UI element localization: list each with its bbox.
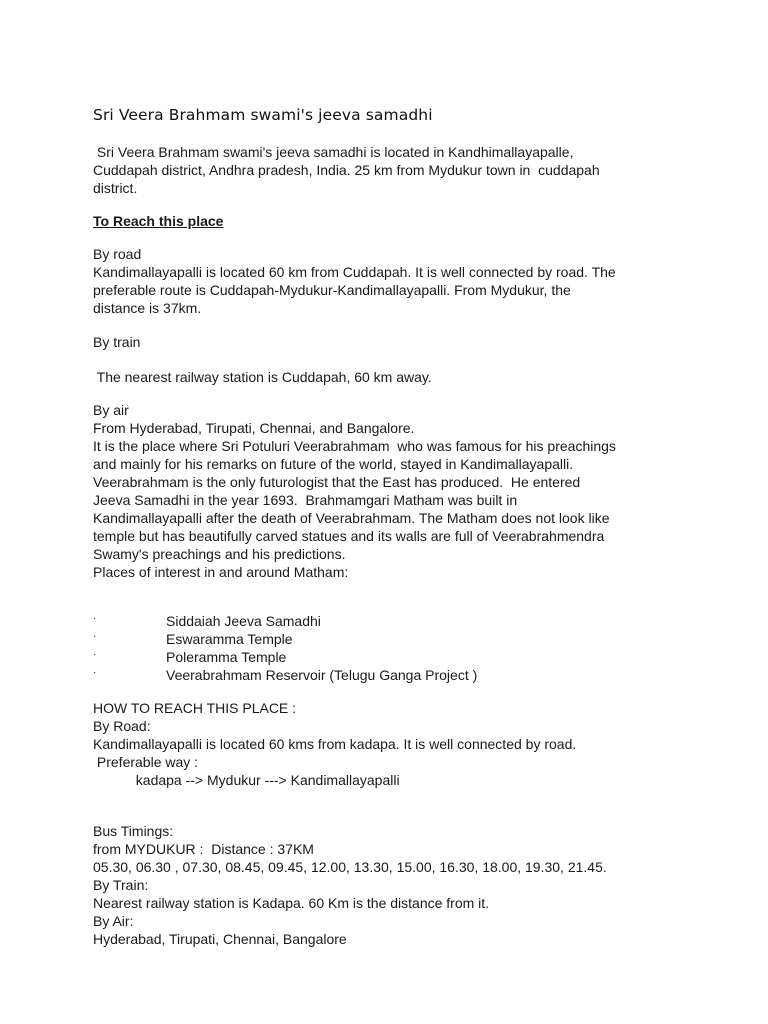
bus-line: from MYDUKUR : Distance : 37KM — [93, 841, 314, 857]
how-to-reach-line: Kandimallayapalli is located 60 kms from kadapa. It is well connected by road. — [93, 736, 577, 752]
intro-line: Sri Veera Brahmam swami's jeeva samadhi is located in Kandhimallayapalle, — [93, 144, 574, 160]
by-train-heading: By train — [93, 334, 141, 350]
intro-paragraph — [93, 143, 600, 197]
how-to-reach-line: By Road: — [93, 718, 151, 734]
how-to-reach-section — [93, 699, 576, 789]
place-name: Veerabrahmam Reservoir (Telugu Ganga Project ) — [166, 667, 478, 683]
by-air-line: temple but has beautifully carved statues and its walls are full of Veerabrahmendra — [93, 528, 605, 544]
bullet-icon: · — [93, 631, 97, 642]
by-road-heading: By road — [93, 246, 142, 262]
by-air-line: It is the place where Sri Potuluri Veerabrahmam who was famous for his preachings — [93, 438, 616, 454]
by-air-line: Places of interest in and around Matham: — [93, 564, 349, 580]
bullet-icon: · — [93, 649, 97, 660]
by-air-line: Swamy's preachings and his predictions. — [93, 546, 346, 562]
how-to-reach-line: kadapa --> Mydukur ---> Kandimallayapalli — [93, 772, 400, 788]
by-road-section — [93, 245, 616, 317]
reach-heading: To Reach this place — [93, 213, 224, 229]
by-road-line: Kandimallayapalli is located 60 km from Cuddapah. It is well connected by road. The — [93, 264, 616, 280]
by-air-heading: By air — [93, 402, 129, 418]
place-name: Siddaiah Jeeva Samadhi — [166, 613, 321, 629]
intro-line: Cuddapah district, Andhra pradesh, India. 25 km from Mydukur town in cuddapah — [93, 162, 600, 178]
how-to-reach-line: HOW TO REACH THIS PLACE : — [93, 700, 297, 716]
intro-line: district. — [93, 180, 138, 196]
bullet-icon: · — [93, 667, 97, 678]
by-air-line: Veerabrahmam is the only futurologist that the East has produced. He entered — [93, 474, 581, 490]
by-road-line: distance is 37km. — [93, 300, 202, 316]
by-train-text: The nearest railway station is Cuddapah, 60 km away. — [93, 369, 432, 385]
bus-timings-section — [93, 822, 607, 948]
how-to-reach-line: Preferable way : — [93, 754, 199, 770]
place-name: Poleramma Temple — [166, 649, 287, 665]
bus-line: 05.30, 06.30 , 07.30, 08.45, 09.45, 12.00, 13.30, 15.00, 16.30, 18.00, 19.30, 21.45. — [93, 859, 607, 875]
by-air-line: Jeeva Samadhi in the year 1693. Brahmamgari Matham was built in — [93, 492, 518, 508]
place-name: Eswaramma Temple — [166, 631, 293, 647]
bus-line: Bus Timings: — [93, 823, 174, 839]
bus-line: By Train: — [93, 877, 149, 893]
by-air-section — [93, 401, 616, 581]
bullet-icon: · — [93, 613, 97, 624]
by-road-line: preferable route is Cuddapah-Mydukur-Kandimallayapalli. From Mydukur, the — [93, 282, 571, 298]
by-air-line: and mainly for his remarks on future of the world, stayed in Kandimallayapalli. — [93, 456, 574, 472]
bus-line: Nearest railway station is Kadapa. 60 Km is the distance from it. — [93, 895, 490, 911]
bus-line: Hyderabad, Tirupati, Chennai, Bangalore — [93, 931, 347, 947]
by-air-line: Kandimallayapalli after the death of Veerabrahmam. The Matham does not look like — [93, 510, 610, 526]
document-title: Sri Veera Brahmam swami's jeeva samadhi — [93, 106, 433, 124]
bus-line: By Air: — [93, 913, 134, 929]
by-air-line: From Hyderabad, Tirupati, Chennai, and Bangalore. — [93, 420, 415, 436]
